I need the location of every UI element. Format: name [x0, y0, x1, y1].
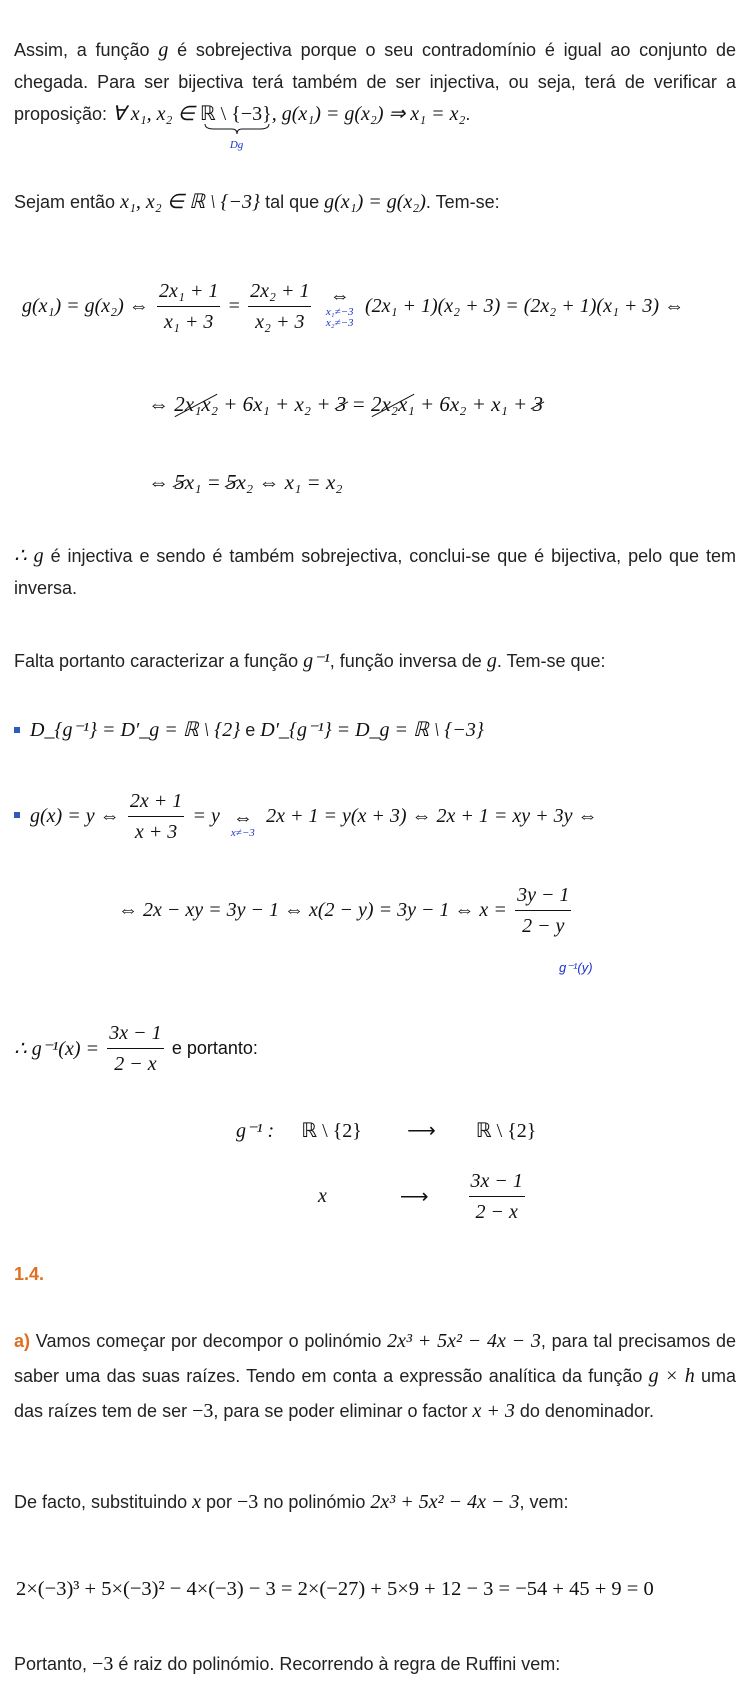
paragraph-inverse	[14, 645, 736, 677]
text: Falta portanto caracterizar a função	[14, 651, 304, 671]
math-x: x	[192, 1491, 201, 1513]
paragraph-root	[14, 1648, 736, 1680]
text: .	[465, 104, 471, 124]
paragraph-polynomial	[14, 1324, 736, 1429]
cancelled-term: 3	[532, 392, 543, 416]
math-x1x2: x₁, x₂ ∈ ℝ \ {−3}	[120, 191, 261, 213]
math-variable: x	[318, 1185, 327, 1207]
math-rhs: 2x + 1 = y(x + 3) ⇔ 2x + 1 = xy + 3y ⇔	[266, 805, 598, 827]
equation-injectivity-2	[148, 392, 543, 417]
text: é raiz do polinómio. Recorrendo à regra de Ruffini vem:	[113, 1654, 561, 1674]
math-set: ℝ \ {−3}	[199, 103, 272, 125]
text: Portanto,	[14, 1654, 93, 1674]
text: , vem:	[519, 1492, 569, 1512]
cancelled-term: 2x₂x₁	[370, 392, 415, 416]
condition-label: x₁≠−3	[325, 305, 354, 318]
text: , função inversa de	[329, 651, 487, 671]
math-part: =	[346, 392, 371, 416]
text: De facto, substituindo	[14, 1492, 193, 1512]
math-polynomial: 2x³ + 5x² − 4x − 3	[387, 1330, 541, 1352]
text: , para tal precisamos de saber uma das suas raízes. Tendo em conta a expressão analítica da função	[14, 1331, 736, 1386]
math-factor: x + 3	[472, 1400, 515, 1422]
fraction	[469, 1166, 525, 1227]
text: é sobrejectiva porque o seu contradomínio é igual ao conjunto de chegada. Para ser bijectiva terá também de ser injectiva, ou seja, terá de verificar a proposição:	[14, 40, 736, 124]
math-root: −3	[192, 1400, 214, 1422]
fraction-denominator: x + 3	[134, 821, 178, 843]
fraction-denominator: 2 − y	[522, 915, 565, 937]
math-lhs: ⇔ 2x − xy = 3y − 1 ⇔ x(2 − y) = 3y − 1 ⇔ x =	[118, 899, 507, 921]
math-g-inverse: g⁻¹ :	[236, 1120, 275, 1142]
equation-injectivity-3	[148, 470, 343, 495]
cancelled-term: 2x₁x₂	[174, 392, 218, 416]
fraction	[248, 276, 311, 337]
cancelled-term: 5	[174, 470, 185, 494]
equivalence-arrow: ⇔	[232, 807, 253, 829]
condition-label: x≠−3	[230, 827, 255, 839]
arrow-icon: ⟶	[399, 1186, 429, 1208]
math-gx1-gx2: g(x₁) = g(x₂)	[324, 191, 426, 213]
math-lhs: g(x) = y ⇔	[30, 805, 120, 827]
arrow-icon: ⟶	[407, 1120, 436, 1142]
underbrace-icon	[204, 123, 270, 135]
equation-evaluation: 2×(−3)³ + 5×(−3)² − 4×(−3) − 3 = 2×(−27) + 5×9 + 12 − 3 = −54 + 45 + 9 = 0	[16, 1578, 654, 1600]
text: Vamos começar por decompor o polinómio	[30, 1331, 388, 1351]
math-polynomial: 2x³ + 5x² − 4x − 3	[370, 1491, 520, 1513]
bullet-icon	[14, 812, 20, 818]
math-equals: =	[228, 295, 240, 317]
fraction-numerator: 3x − 1	[469, 1166, 525, 1197]
mapping-row-1	[236, 1118, 536, 1143]
fraction-denominator: 2 − x	[475, 1201, 518, 1223]
bullet-domains	[30, 714, 730, 746]
math-g: g	[158, 39, 169, 61]
underbrace-label: Dg	[229, 139, 244, 151]
math-root: −3	[237, 1491, 259, 1513]
conditional-equivalence	[225, 808, 261, 839]
equation-inverse-solve	[118, 880, 574, 941]
fraction	[515, 880, 571, 941]
math-lhs: ∴ g⁻¹(x) =	[14, 1038, 99, 1060]
math-domain: D_{g⁻¹} = D′_g = ℝ \ {2}	[30, 719, 241, 741]
fraction-numerator: 2x + 1	[128, 786, 184, 817]
equation-injectivity-1	[22, 276, 684, 337]
item-label: a)	[14, 1331, 31, 1351]
math-g: g	[486, 650, 497, 672]
text: . Tem-se que:	[496, 651, 606, 671]
fraction-denominator: 2 − x	[114, 1053, 157, 1075]
math-rhs: (2x₁ + 1)(x₂ + 3) = (2x₂ + 1)(x₁ + 3) ⇔	[364, 295, 685, 317]
math-codomain: ℝ \ {2}	[475, 1120, 537, 1142]
math-part: + 6x₁ + x₂ +	[218, 392, 336, 416]
text: e portanto:	[171, 1038, 258, 1058]
math-part: ⇔	[148, 470, 175, 494]
mapping-row-2	[318, 1166, 528, 1227]
fraction-numerator: 2x₁ + 1	[157, 276, 220, 307]
fraction	[157, 276, 220, 337]
conditional-equivalence	[320, 285, 360, 329]
math-root: −3	[92, 1653, 114, 1675]
text: é injectiva e sendo é também sobrejectiva, conclui-se que é bijectiva, pelo que tem inversa.	[14, 546, 736, 598]
math-proposition: , g(x₁) = g(x₂) ⇒ x₁ = x₂	[271, 103, 466, 125]
text: e	[240, 720, 261, 740]
annotation-label: g⁻¹(y)	[559, 960, 593, 975]
math-g-inverse: g⁻¹	[303, 650, 330, 672]
math-therefore: ∴ g	[14, 545, 44, 567]
math-codomain: D′_{g⁻¹} = D_g = ℝ \ {−3}	[260, 719, 484, 741]
condition-label: x₂≠−3	[325, 316, 354, 329]
paragraph-substitution	[14, 1486, 736, 1518]
fraction-numerator: 3x − 1	[107, 1018, 163, 1049]
text: uma das raízes tem de ser	[14, 1366, 736, 1421]
paragraph-conclusion	[14, 540, 736, 604]
text: . Tem-se:	[425, 192, 500, 212]
math-part: + 6x₂ + x₁ +	[414, 392, 533, 416]
equation-inverse-result	[14, 1018, 258, 1079]
cancelled-term: 3	[335, 392, 347, 416]
math-quantifier: ∀ x₁, x₂ ∈	[112, 103, 200, 125]
math-part: x₁ =	[184, 470, 227, 494]
math-g-times-h: g × h	[648, 1365, 695, 1387]
text: Assim, a função	[14, 40, 159, 60]
underbrace-set	[199, 98, 272, 151]
math-part: = y	[192, 805, 225, 827]
bullet-solve-y	[30, 786, 598, 847]
math-domain: ℝ \ {2}	[301, 1120, 362, 1142]
fraction	[128, 786, 184, 847]
text: do denominador.	[514, 1401, 654, 1421]
fraction-numerator: 2x₂ + 1	[248, 276, 311, 307]
text: , para se poder eliminar o factor	[213, 1401, 473, 1421]
fraction	[107, 1018, 163, 1079]
fraction-denominator: x₂ + 3	[255, 311, 305, 333]
fraction-denominator: x₁ + 3	[164, 311, 214, 333]
text: por	[201, 1492, 238, 1512]
fraction-numerator: 3y − 1	[515, 880, 571, 911]
cancelled-term: 5	[226, 470, 237, 494]
equivalence-arrow: ⇔	[329, 284, 350, 307]
math-part: ⇔	[148, 392, 175, 416]
bullet-icon	[14, 727, 20, 733]
math-part: x₂ ⇔ x₁ = x₂	[236, 470, 343, 494]
section-title: 1.4.	[14, 1264, 45, 1284]
text: no polinómio	[258, 1492, 371, 1512]
paragraph-let	[14, 186, 736, 218]
text: Sejam então	[14, 192, 121, 212]
text: tal que	[260, 192, 325, 212]
paragraph-bijectivity	[14, 34, 736, 151]
math-lhs: g(x₁) = g(x₂) ⇔	[22, 295, 149, 317]
